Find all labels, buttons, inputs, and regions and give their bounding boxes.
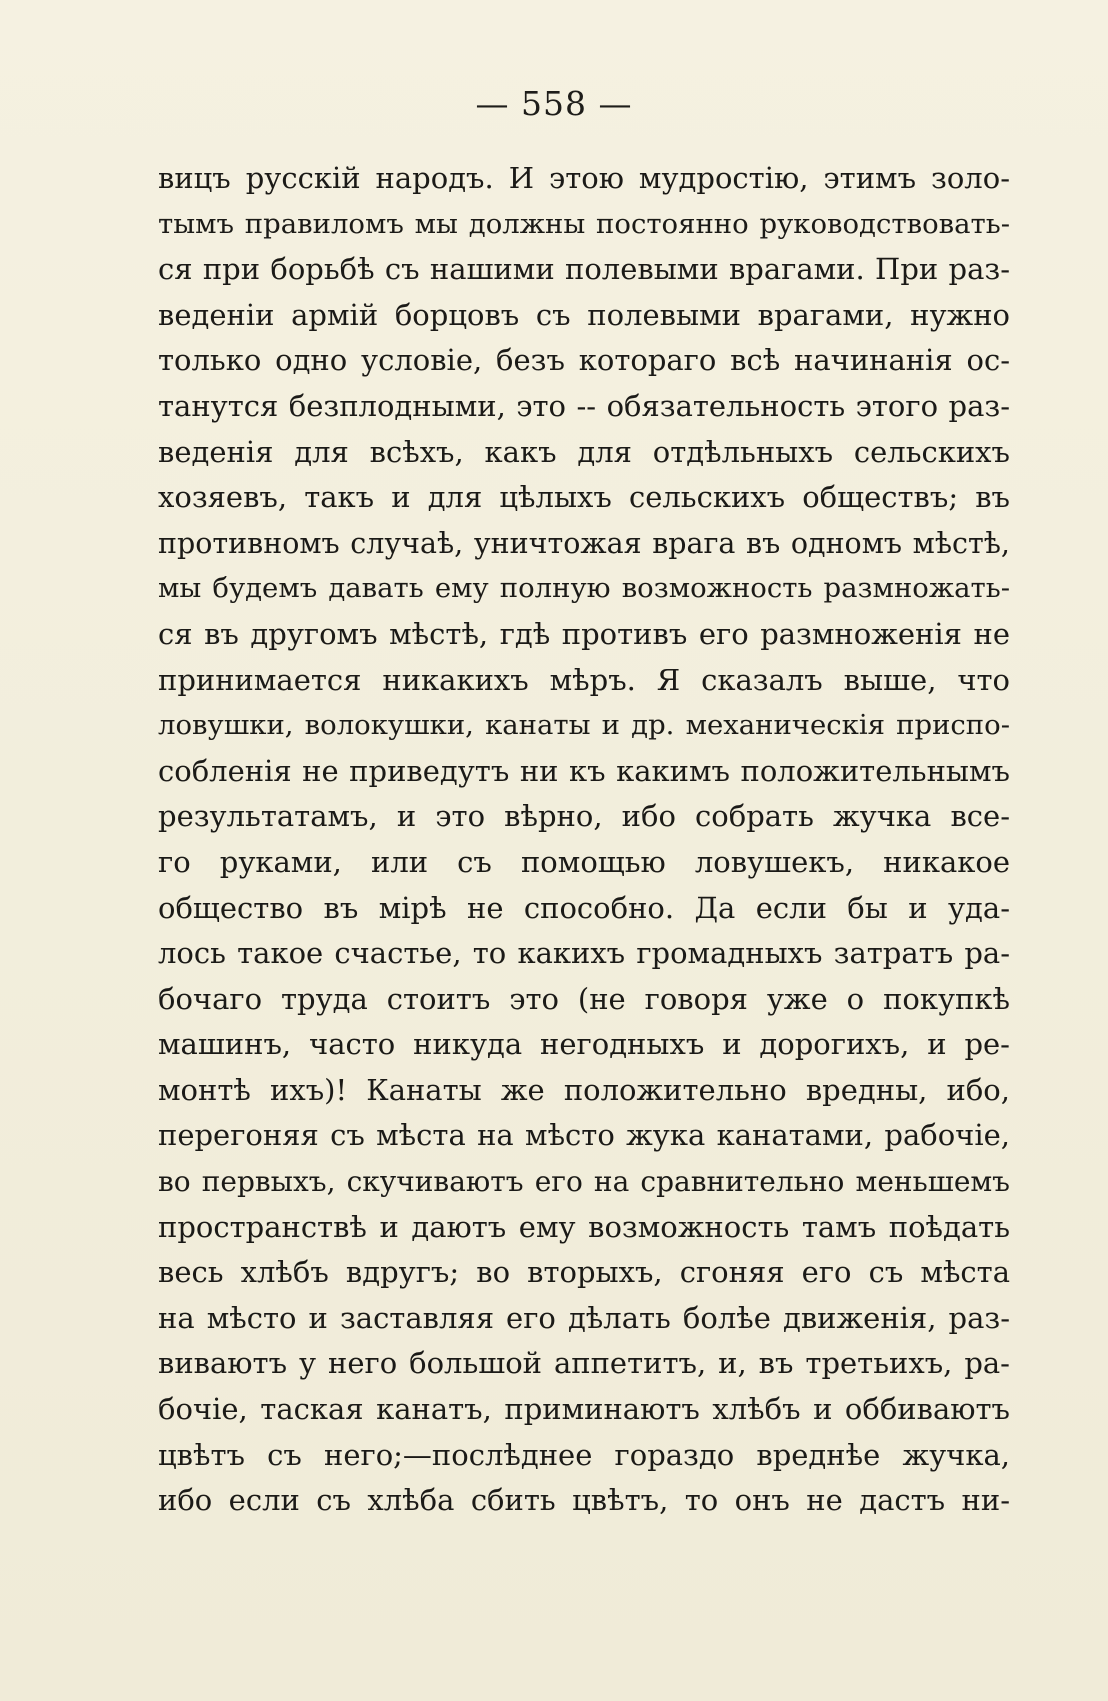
text-line: общество въ мірѣ не способно. Да если бы и уда- <box>158 890 1010 925</box>
text-line: на мѣсто и заставляя его дѣлать болѣе движенія, раз- <box>158 1300 1010 1335</box>
text-line: цвѣтъ съ него;—послѣднее гораздо вреднѣе жучка, <box>158 1437 1010 1472</box>
page-number: — 558 — <box>475 84 633 123</box>
body-text <box>158 156 1010 1524</box>
text-line: ся въ другомъ мѣстѣ, гдѣ противъ его размноженія не <box>158 616 1010 651</box>
text-line: пространствѣ и даютъ ему возможность тамъ поѣдать <box>158 1209 1010 1244</box>
text-line: ловушки, волокушки, канаты и др. механическія приспо- <box>158 709 1010 742</box>
text-line: виваютъ у него большой аппетитъ, и, въ третьихъ, ра- <box>158 1346 1010 1381</box>
text-line: во первыхъ, скучиваютъ его на сравнительно меньшемъ <box>158 1165 1010 1199</box>
text-line: лось такое счастье, то какихъ громадныхъ затратъ ра- <box>158 936 1010 971</box>
text-line: бочаго труда стоитъ это (не говоря уже о покупкѣ <box>158 981 1010 1016</box>
text-line: принимается никакихъ мѣръ. Я сказалъ выше, что <box>158 662 1010 697</box>
text-line: собленія не приведутъ ни къ какимъ положительнымъ <box>158 753 1010 788</box>
text-line: мы будемъ давать ему полную возможность размножать- <box>158 572 1010 605</box>
text-line: противномъ случаѣ, уничтожая врага въ одномъ мѣстѣ, <box>158 526 1010 560</box>
text-line: тымъ правиломъ мы должны постоянно руководствовать- <box>158 207 1010 240</box>
text-line: результатамъ, и это вѣрно, ибо собрать жучка все- <box>158 799 1010 834</box>
text-line: машинъ, часто никуда негодныхъ и дорогихъ, и ре- <box>158 1027 1010 1062</box>
text-line: танутся безплодными, это -- обязательность этого раз- <box>158 388 1010 423</box>
text-line: вицъ русскій народъ. И этою мудростію, этимъ золо- <box>158 161 1010 195</box>
text-line: го руками, или съ помощью ловушекъ, никакое <box>158 844 1010 879</box>
text-line: веденія для всѣхъ, какъ для отдѣльныхъ сельскихъ <box>158 434 1010 469</box>
text-line: перегоняя съ мѣста на мѣсто жука канатами, рабочіе, <box>158 1118 1010 1153</box>
text-line: только одно условіе, безъ котораго всѣ начинанія ос- <box>158 343 1010 378</box>
text-line: хозяевъ, такъ и для цѣлыхъ сельскихъ обществъ; въ <box>158 480 1010 515</box>
text-line: ся при борьбѣ съ нашими полевыми врагами. При раз- <box>158 252 1010 287</box>
text-line: ибо если съ хлѣба сбить цвѣтъ, то онъ не дастъ ни- <box>158 1483 1010 1518</box>
text-line: весь хлѣбъ вдругъ; во вторыхъ, сгоняя его съ мѣста <box>158 1255 1010 1290</box>
text-line: монтѣ ихъ)! Канаты же положительно вредны, ибо, <box>158 1072 1010 1107</box>
text-line: веденіи армій борцовъ съ полевыми врагами, нужно <box>158 297 1010 332</box>
text-line: бочіе, таская канатъ, приминаютъ хлѣбъ и оббиваютъ <box>158 1392 1010 1427</box>
